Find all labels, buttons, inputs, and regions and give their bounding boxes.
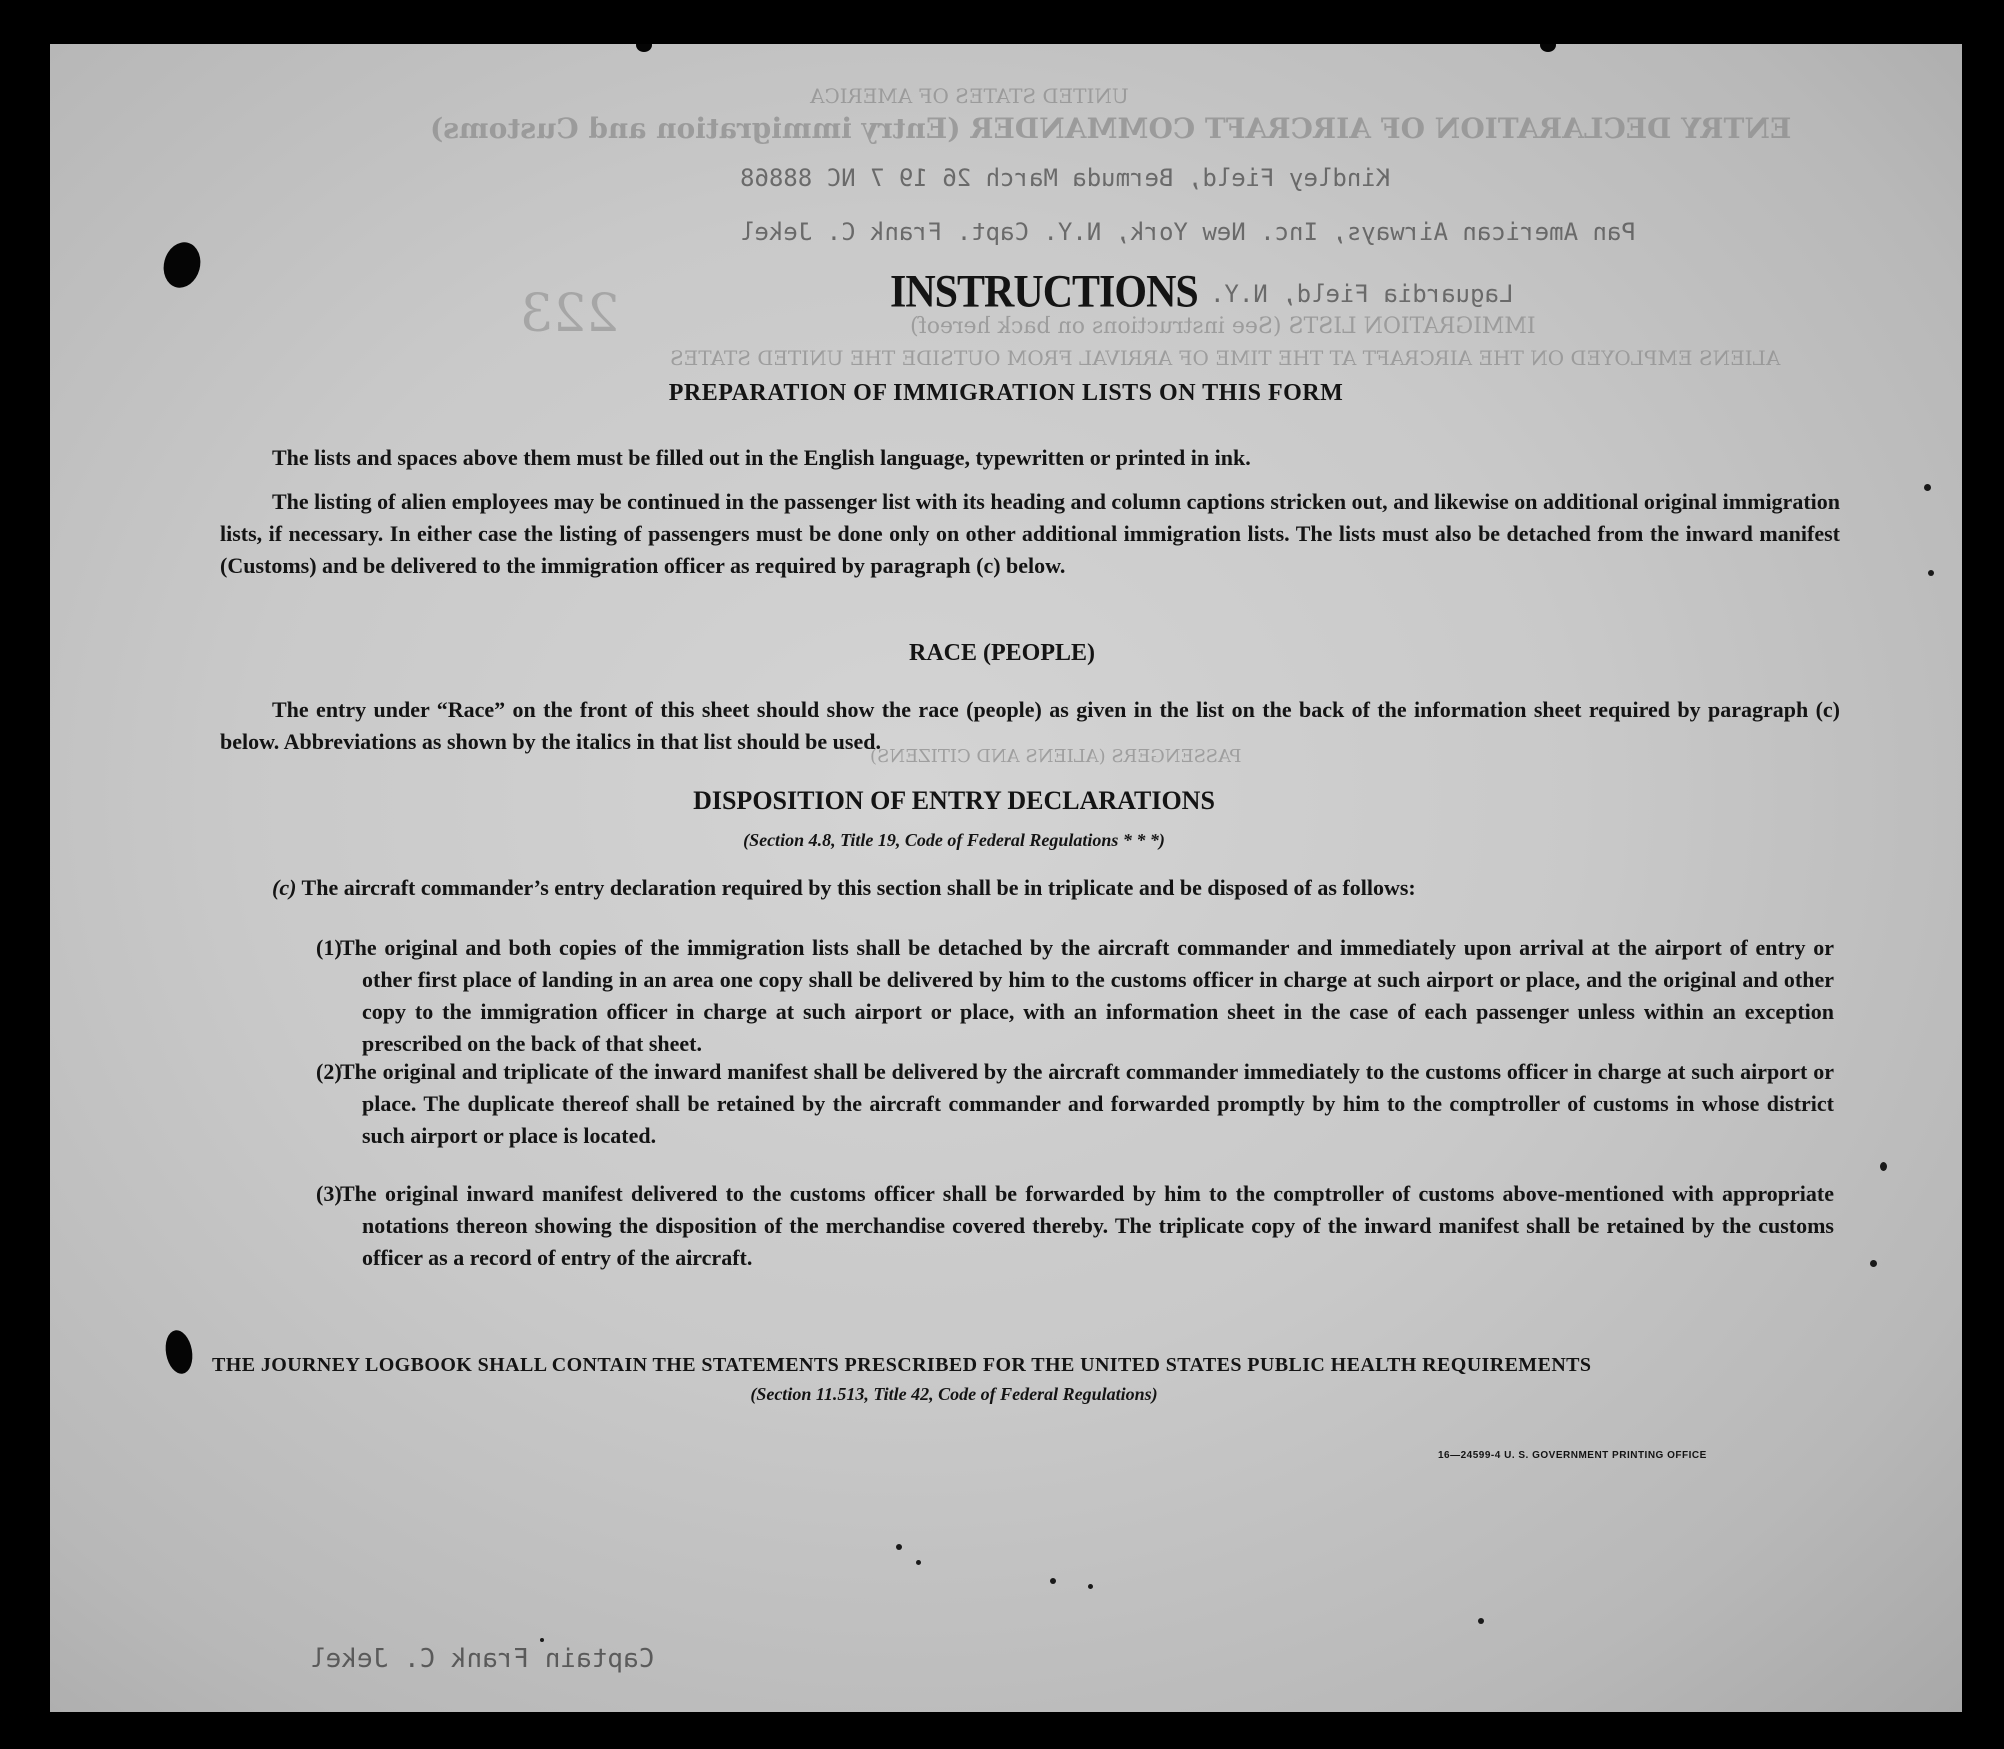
speck bbox=[1880, 1162, 1887, 1171]
speck bbox=[1478, 1618, 1484, 1624]
bleed-header-1: UNITED STATES OF AMERICA bbox=[810, 84, 1129, 108]
bleed-typed-line-2: Pan American Airways, Inc. New York, N.Y. Capt. Frank C. Jekel bbox=[740, 218, 1636, 246]
printing-office-imprint: 16—24599-4 U. S. GOVERNMENT PRINTING OFFICE bbox=[1438, 1450, 1707, 1461]
footer-citation: (Section 11.513, Title 42, Code of Federal Regulations) bbox=[750, 1384, 1158, 1404]
paragraph-race: The entry under “Race” on the front of this sheet should show the race (people) as given in the list on the back of the information sheet required by paragraph (c) below. Abbreviations as shown by the italics in that list should be used. bbox=[220, 697, 1840, 754]
bleed-aliens-employed: ALIENS EMPLOYED ON THE AIRCRAFT AT THE TIME OF ARRIVAL FROM OUTSIDE THE UNITED STATES bbox=[670, 346, 1781, 370]
speck bbox=[1924, 484, 1931, 491]
list-item-number: (1) bbox=[316, 935, 342, 960]
list-item-text: The original inward manifest delivered to the customs officer shall be forwarded by him to the comptroller of customs above-mentioned with appropriate notations thereon showing the disposition of the merchandise covered thereby. The triplicate copy of the inward manifest shall be retained by the customs officer as a record of entry of the aircraft. bbox=[340, 1181, 1834, 1270]
speck bbox=[916, 1560, 921, 1565]
list-item-number: (2) bbox=[316, 1059, 342, 1084]
section-heading-disposition: DISPOSITION OF ENTRY DECLARATIONS bbox=[693, 786, 1215, 815]
scanned-page bbox=[50, 44, 1962, 1712]
list-item-number: (3) bbox=[316, 1181, 342, 1206]
speck bbox=[540, 1638, 544, 1642]
speck bbox=[1088, 1584, 1093, 1589]
list-item-text: The original and both copies of the immigration lists shall be detached by the aircraft commander and immediately upon arrival at the airport of entry or other first place of landing in an area one copy shall be delivered by him to the customs officer in charge at such airport or place, and the original and other copy to the immigration officer in charge at such airport or place, with an information sheet in the case of each passenger unless within an exception prescribed on the back of that sheet. bbox=[340, 935, 1834, 1056]
speck bbox=[1928, 570, 1934, 576]
section-heading-race: RACE (PEOPLE) bbox=[909, 640, 1095, 666]
bleed-passengers: PASSENGERS (ALIENS AND CITIZENS) bbox=[870, 746, 1242, 767]
intro-label: (c) bbox=[272, 875, 297, 900]
bleed-typed-line-3: Laguardia Field, N.Y. bbox=[1210, 280, 1514, 308]
section-heading-preparation: PREPARATION OF IMMIGRATION LISTS ON THIS FORM bbox=[668, 380, 1344, 406]
list-item-text: The original and triplicate of the inward manifest shall be delivered by the aircraft commander immediately to the customs officer in charge at such airport or place. The duplicate thereof shall be retained by the aircraft commander and forwarded promptly by him to the comptroller of customs in whose district such airport or place is located. bbox=[340, 1059, 1834, 1148]
bleed-stamp-number: 223 bbox=[520, 284, 620, 344]
list-item-2 bbox=[316, 1056, 1834, 1156]
section-subheading-disposition: (Section 4.8, Title 19, Code of Federal Regulations * * *) bbox=[743, 830, 1165, 850]
list-item-3 bbox=[316, 1178, 1834, 1278]
list-item-1 bbox=[316, 932, 1834, 1062]
paragraph-disposition-intro bbox=[272, 872, 1832, 904]
page-title: INSTRUCTIONS bbox=[890, 266, 1198, 318]
footer-health-requirements: THE JOURNEY LOGBOOK SHALL CONTAIN THE STATEMENTS PRESCRIBED FOR THE UNITED STATES PUBLIC HEALTH REQUIREMENTS bbox=[212, 1354, 1592, 1376]
speck bbox=[1870, 1260, 1877, 1267]
bleed-header-2: ENTRY DECLARATION OF AIRCRAFT COMMANDER (Entry immigration and Customs) bbox=[430, 112, 1792, 145]
intro-text: The aircraft commander’s entry declaration required by this section shall be in triplicate and be disposed of as follows: bbox=[301, 875, 1416, 900]
paragraph-preparation-2: The listing of alien employees may be continued in the passenger list with its heading and column captions stricken out, and likewise on additional original immigration lists, if necessary. In either case the listing of passengers must be done only on other additional immigration lists. The lists must also be detached from the inward manifest (Customs) and be delivered to the immigration officer as required by paragraph (c) below. bbox=[220, 489, 1840, 578]
speck bbox=[896, 1544, 902, 1550]
bleed-signature: Captain Frank C. Jekel bbox=[310, 1644, 655, 1674]
bleed-typed-line-1: Kindley Field, Bermuda March 26 19 7 NC 88868 bbox=[740, 164, 1391, 192]
bleed-immigration-lists: IMMIGRATION LISTS (See instructions on back hereof) bbox=[910, 314, 1536, 339]
paragraph-preparation-1: The lists and spaces above them must be filled out in the English language, typewritten or printed in ink. bbox=[272, 445, 1251, 470]
speck bbox=[1050, 1578, 1056, 1584]
